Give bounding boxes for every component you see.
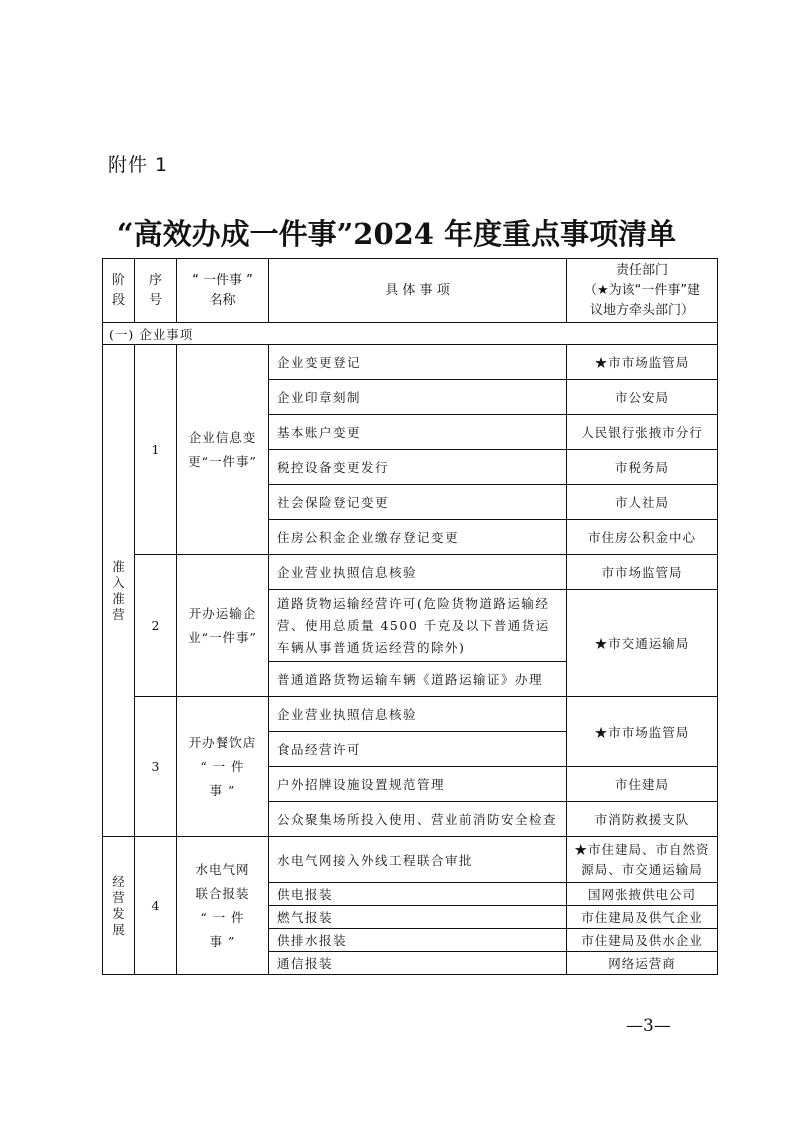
matter-name: 水电气网 联合报装 “ 一 件 事 ” bbox=[177, 837, 269, 975]
item-text: 食品经营许可 bbox=[269, 732, 567, 767]
table-row bbox=[103, 837, 718, 883]
dept-text: 市住建局及供水企业 bbox=[567, 929, 718, 952]
table-row bbox=[103, 345, 718, 380]
header-item: 具 体 事 项 bbox=[269, 259, 567, 323]
header-seq: 序 号 bbox=[135, 259, 177, 323]
item-text: 社会保险登记变更 bbox=[269, 485, 567, 520]
item-text: 企业印章刻制 bbox=[269, 380, 567, 415]
annex-label: 附件 1 bbox=[108, 154, 169, 176]
dept-text: 国网张掖供电公司 bbox=[567, 883, 718, 906]
dept-text: 市市场监管局 bbox=[567, 555, 718, 590]
matter-name: 开办运输企 业“一件事” bbox=[177, 555, 269, 697]
dept-text: 人民银行张掖市分行 bbox=[567, 415, 718, 450]
seq-number: 3 bbox=[135, 697, 177, 837]
item-text: 普通道路货物运输车辆《道路运输证》办理 bbox=[269, 662, 567, 697]
item-text: 供排水报装 bbox=[269, 929, 567, 952]
matters-table bbox=[102, 258, 718, 975]
header-dept: 责任部门 （★为该“一件事”建 议地方牵头部门） bbox=[567, 259, 718, 323]
matter-name: 企业信息变 更“一件事” bbox=[177, 345, 269, 555]
dept-text: ★市市场监管局 bbox=[567, 345, 718, 380]
item-text: 企业营业执照信息核验 bbox=[269, 697, 567, 732]
dept-text: 市消防救援支队 bbox=[567, 802, 718, 837]
dept-text: 网络运营商 bbox=[567, 952, 718, 975]
dept-text: ★市住建局、市自然资 源局、市交通运输局 bbox=[567, 837, 718, 883]
dept-text: 市税务局 bbox=[567, 450, 718, 485]
item-text: 基本账户变更 bbox=[269, 415, 567, 450]
item-text: 企业营业执照信息核验 bbox=[269, 555, 567, 590]
header-row bbox=[103, 259, 718, 323]
item-text: 税控设备变更发行 bbox=[269, 450, 567, 485]
item-text: 企业变更登记 bbox=[269, 345, 567, 380]
dept-text: ★市交通运输局 bbox=[567, 590, 718, 697]
dept-text: 市住建局及供气企业 bbox=[567, 906, 718, 929]
item-text: 户外招牌设施设置规范管理 bbox=[269, 767, 567, 802]
dept-text: ★市市场监管局 bbox=[567, 697, 718, 767]
stage-access: 准 入 准 营 bbox=[103, 345, 135, 837]
item-text: 道路货物运输经营许可(危险货物道路运输经营、使用总质量 4500 千克及以下普通货运车辆从事普通货运经营的除外) bbox=[269, 590, 567, 662]
page-title: “高效办成一件事”2024 年度重点事项清单 bbox=[116, 217, 677, 251]
table-row bbox=[103, 697, 718, 732]
item-text: 通信报装 bbox=[269, 952, 567, 975]
dept-text: 市公安局 bbox=[567, 380, 718, 415]
header-stage: 阶 段 bbox=[103, 259, 135, 323]
item-text: 水电气网接入外线工程联合审批 bbox=[269, 837, 567, 883]
seq-number: 2 bbox=[135, 555, 177, 697]
matter-name: 开办餐饮店 “ 一 件 事 ” bbox=[177, 697, 269, 837]
section-row bbox=[103, 323, 718, 345]
item-text: 燃气报装 bbox=[269, 906, 567, 929]
header-name: “ 一件事 ” 名称 bbox=[177, 259, 269, 323]
seq-number: 1 bbox=[135, 345, 177, 555]
stage-develop: 经 营 发 展 bbox=[103, 837, 135, 975]
seq-number: 4 bbox=[135, 837, 177, 975]
table-row bbox=[103, 555, 718, 590]
item-text: 公众聚集场所投入使用、营业前消防安全检查 bbox=[269, 802, 567, 837]
item-text: 住房公积金企业缴存登记变更 bbox=[269, 520, 567, 555]
dept-text: 市人社局 bbox=[567, 485, 718, 520]
dept-text: 市住建局 bbox=[567, 767, 718, 802]
item-text: 供电报装 bbox=[269, 883, 567, 906]
dept-text: 市住房公积金中心 bbox=[567, 520, 718, 555]
page-number: —3— bbox=[626, 1016, 671, 1036]
section-label: (一) 企业事项 bbox=[103, 323, 718, 345]
